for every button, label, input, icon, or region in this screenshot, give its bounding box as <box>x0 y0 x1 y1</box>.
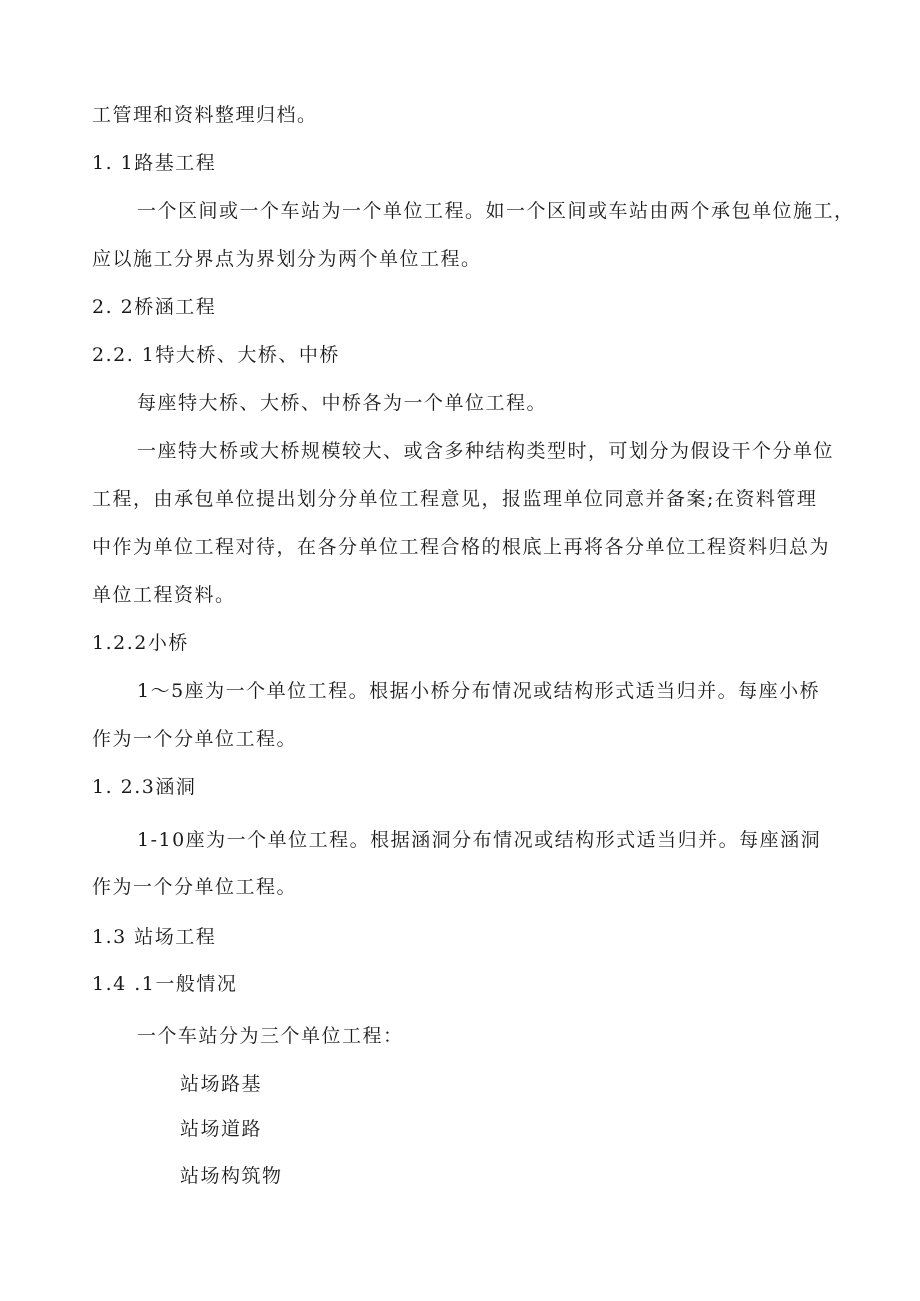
paragraph-text: 每座特大桥、大桥、中桥各为一个单位工程。 <box>137 392 548 414</box>
subsection-heading-1-2-2: 1.2.2小桥 <box>92 632 189 654</box>
paragraph-text: 中作为单位工程对待，在各分单位工程合格的根底上再将各分单位工程资料归总为 <box>92 536 831 558</box>
subsection-heading-1-4: 1.4 .1一般情况 <box>92 973 238 995</box>
section-heading-1-3: 1.3 站场工程 <box>92 926 217 948</box>
list-item: 站场道路 <box>180 1118 263 1140</box>
subsection-heading-1-2-3: 1. 2.3涵洞 <box>92 776 197 798</box>
paragraph-text: 作为一个分单位工程。 <box>92 728 298 750</box>
subsection-heading-2-2-1: 2.2. 1特大桥、大桥、中桥 <box>92 344 340 366</box>
paragraph-text: 一座特大桥或大桥规模较大、或含多种结构类型时，可划分为假设干个分单位 <box>137 440 835 462</box>
section-heading-2-2: 2. 2桥涵工程 <box>92 296 217 318</box>
paragraph-text: 工程，由承包单位提出划分分单位工程意见，报监理单位同意并备案;在资料管理 <box>92 488 818 510</box>
list-item: 站场路基 <box>180 1073 263 1095</box>
paragraph-text: 应以施工分界点为界划分为两个单位工程。 <box>92 248 482 270</box>
paragraph-text: 一个车站分为三个单位工程： <box>137 1025 404 1047</box>
section-heading-1-1: 1. 1路基工程 <box>92 152 217 174</box>
paragraph-text: 1-10座为一个单位工程。根据涵洞分布情况或结构形式适当归并。每座涵洞 <box>137 829 822 851</box>
list-item: 站场构筑物 <box>180 1165 283 1187</box>
paragraph-text: 一个区间或一个车站为一个单位工程。如一个区间或车站由两个承包单位施工， <box>137 200 855 222</box>
paragraph-text: 单位工程资料。 <box>92 584 236 606</box>
paragraph-text: 1～5座为一个单位工程。根据小桥分布情况或结构形式适当归并。每座小桥 <box>137 680 821 702</box>
paragraph-text: 作为一个分单位工程。 <box>92 876 298 898</box>
paragraph-continuation: 工管理和资料整理归档。 <box>92 104 318 126</box>
